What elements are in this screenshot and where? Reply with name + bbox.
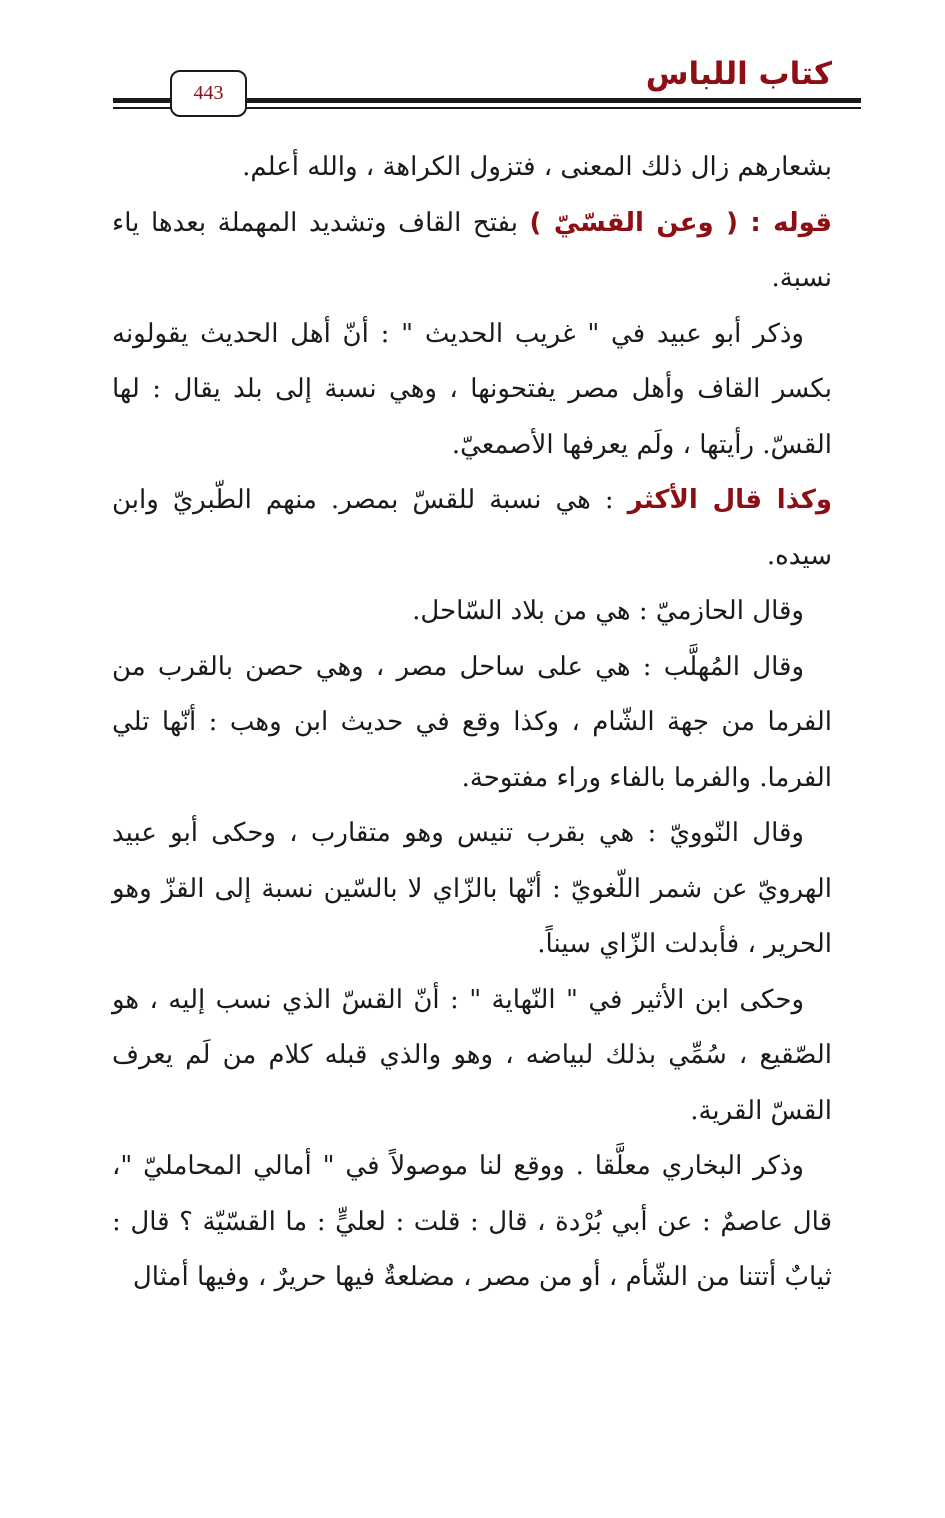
paragraph-text: بفتح القاف وتشديد المهملة بعدها ياء نسبة. [112, 207, 832, 293]
paragraph-text: بشعارهم زال ذلك المعنى ، فتزول الكراهة ، والله أعلم. [242, 152, 832, 182]
paragraph [112, 307, 832, 474]
paragraph [112, 640, 832, 807]
paragraph-text: وقال المُهلَّب : هي على ساحل مصر ، وهي حصن بالقرب من الفرما من جهة الشّام ، وكذا وقع في حديث ابن وهب : أنّها تلي الفرما. والفرما بالفاء وراء مفتوحة. [112, 651, 832, 793]
paragraph [112, 973, 832, 1140]
book-title: كتاب اللباس [645, 56, 832, 92]
paragraph [112, 806, 832, 973]
page-body [112, 140, 832, 1306]
paragraph-lead: وكذا قال الأكثر [627, 485, 832, 515]
paragraph-text: وقال النّوويّ : هي بقرب تنيس وهو متقارب ، وحكى أبو عبيد الهرويّ عن شمر اللّغويّ : أنّها بالزّاي لا بالسّين نسبة إلى القزّ وهو الحرير ، فأبدلت الزّاي سيناً. [112, 818, 832, 959]
paragraph-text: وحكى ابن الأثير في " النّهاية " : أنّ القسّ الذي نسب إليه ، هو الصّقيع ، سُمِّي بذلك لبياضه ، وهو والذي قبله كلام من لَم يعرف القسّ القرية. [112, 984, 832, 1126]
paragraph-text: : هي نسبة للقسّ بمصر. منهم الطّبريّ وابن سيده. [112, 485, 832, 571]
paragraph [112, 473, 832, 584]
page-number: 443 [170, 70, 247, 117]
paragraph-text: وقال الحازميّ : هي من بلاد السّاحل. [412, 596, 804, 626]
paragraph-text: وذكر أبو عبيد في " غريب الحديث " : أنّ أهل الحديث يقولونه بكسر القاف وأهل مصر يفتحونها ، وهي نسبة إلى بلد يقال : لها القسّ. رأيتها ، ولَم يعرفها الأصمعيّ. [112, 318, 832, 460]
page-header [0, 0, 945, 130]
paragraph [112, 140, 832, 196]
paragraph [112, 1139, 832, 1306]
paragraph-text: وذكر البخاري معلَّقا . ووقع لنا موصولاً في " أمالي المحامليّ "، قال عاصمٌ : عن أبي بُرْدة ، قال : قلت : لعليٍّ : ما القسّيّة ؟ قال : ثيابٌ أتتنا من الشّأم ، أو من مصر ، مضلعةٌ فيها حريرٌ ، وفيها أمثال [112, 1151, 832, 1292]
paragraph [112, 196, 832, 307]
paragraph [112, 584, 832, 640]
paragraph-lead: قوله : ( وعن القسّيّ ) [529, 207, 833, 238]
